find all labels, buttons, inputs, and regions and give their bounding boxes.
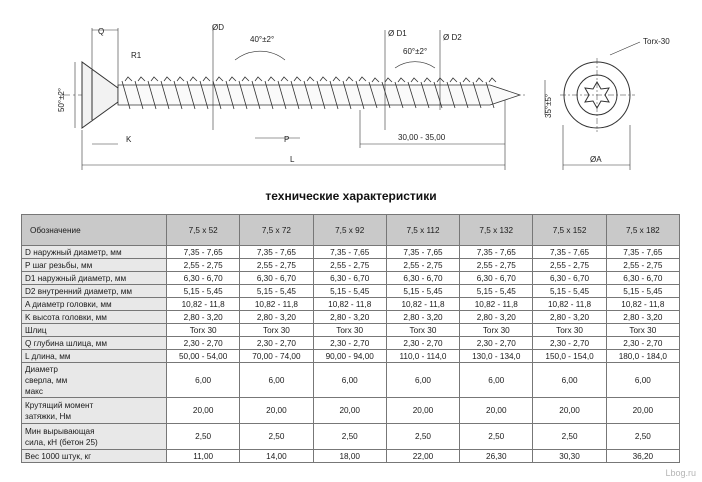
table-cell: 6,30 - 6,70 <box>606 272 679 285</box>
table-cell: 20,00 <box>460 398 533 424</box>
table-cell: 10,82 - 11,8 <box>533 298 606 311</box>
table-cell: Torx 30 <box>533 324 606 337</box>
label-K: K <box>126 135 132 144</box>
row-label-line: сверла, мм <box>25 375 68 385</box>
table-cell: 2,55 - 2,75 <box>313 259 386 272</box>
table-cell: 2,55 - 2,75 <box>606 259 679 272</box>
table-row <box>22 398 680 424</box>
thread-crest <box>372 78 379 82</box>
table-cell: 2,80 - 3,20 <box>606 311 679 324</box>
table-cell: 50,00 - 54,00 <box>167 350 240 363</box>
table-cell: 2,50 <box>167 424 240 450</box>
thread-crest <box>216 77 223 81</box>
row-label: A диаметр головки, мм <box>22 298 167 311</box>
thread-crest <box>489 78 496 82</box>
table-row <box>22 246 680 259</box>
table-cell: 2,50 <box>533 424 606 450</box>
table-cell: 7,35 - 7,65 <box>606 246 679 259</box>
table-cell: 5,15 - 5,45 <box>386 285 459 298</box>
table-cell: 2,80 - 3,20 <box>533 311 606 324</box>
table-cell: 10,82 - 11,8 <box>240 298 313 311</box>
thread-crest <box>229 77 236 81</box>
table-cell: 2,55 - 2,75 <box>460 259 533 272</box>
table-row <box>22 259 680 272</box>
row-label: Q глубина шлица, мм <box>22 337 167 350</box>
table-cell: 20,00 <box>240 398 313 424</box>
thread-crest <box>385 78 392 82</box>
label-thread-angle-2: 60°±2° <box>403 47 428 56</box>
table-cell: 6,30 - 6,70 <box>460 272 533 285</box>
thread-crest <box>424 78 431 82</box>
thread-crest <box>398 78 405 82</box>
table-cell: 2,80 - 3,20 <box>386 311 459 324</box>
table-cell: 6,30 - 6,70 <box>386 272 459 285</box>
table-cell: 2,30 - 2,70 <box>386 337 459 350</box>
row-label: Вес 1000 штук, кг <box>22 450 167 463</box>
label-P: P <box>284 135 290 144</box>
table-cell: 30,30 <box>533 450 606 463</box>
table-cell: Torx 30 <box>240 324 313 337</box>
table-cell: 20,00 <box>313 398 386 424</box>
table-cell: 20,00 <box>606 398 679 424</box>
table-cell: 7,35 - 7,65 <box>240 246 313 259</box>
table-cell: 2,55 - 2,75 <box>240 259 313 272</box>
table-cell: 6,00 <box>460 363 533 398</box>
row-label: L длина, мм <box>22 350 167 363</box>
table-title: технические характеристики <box>265 189 437 203</box>
table-cell: 6,00 <box>386 363 459 398</box>
thread-crest <box>125 77 132 81</box>
label-L: L <box>290 155 295 164</box>
table-cell: 6,00 <box>533 363 606 398</box>
thread-crest <box>203 77 210 81</box>
size-header: 7,5 x 152 <box>533 215 606 246</box>
table-cell: 5,15 - 5,45 <box>533 285 606 298</box>
table-cell: 70,00 - 74,00 <box>240 350 313 363</box>
table-row <box>22 424 680 450</box>
table-cell: 7,35 - 7,65 <box>460 246 533 259</box>
table-cell: 11,00 <box>167 450 240 463</box>
thread-crest <box>268 77 275 81</box>
thread-crest <box>242 77 249 81</box>
row-label-line: макс <box>25 386 43 396</box>
table-row <box>22 450 680 463</box>
size-header: 7,5 x 92 <box>313 215 386 246</box>
table-cell: 10,82 - 11,8 <box>460 298 533 311</box>
thread-crest <box>359 77 366 81</box>
table-cell: 2,50 <box>460 424 533 450</box>
row-label-line: Крутящий момент <box>25 400 94 410</box>
thread-crest <box>307 77 314 81</box>
table-cell: 10,82 - 11,8 <box>386 298 459 311</box>
table-cell: 10,82 - 11,8 <box>167 298 240 311</box>
table-row <box>22 311 680 324</box>
row-label <box>22 363 167 398</box>
table-cell: 6,00 <box>313 363 386 398</box>
thread-crest <box>463 78 470 82</box>
label-torx: Torx-30 <box>643 37 670 46</box>
table-cell: 2,55 - 2,75 <box>386 259 459 272</box>
table-cell: 18,00 <box>313 450 386 463</box>
table-cell: 10,82 - 11,8 <box>313 298 386 311</box>
table-cell: 2,80 - 3,20 <box>167 311 240 324</box>
table-cell: 150,0 - 154,0 <box>533 350 606 363</box>
table-cell: 5,15 - 5,45 <box>313 285 386 298</box>
thread-crest <box>450 78 457 82</box>
row-label-line: сила, кН (бетон 25) <box>25 437 98 447</box>
table-cell: 22,00 <box>386 450 459 463</box>
table-cell: 2,55 - 2,75 <box>167 259 240 272</box>
thread-crest <box>437 78 444 82</box>
table-cell: 6,30 - 6,70 <box>167 272 240 285</box>
thread-crest <box>346 77 353 81</box>
table-row <box>22 285 680 298</box>
table-cell: 10,82 - 11,8 <box>606 298 679 311</box>
thread-crest <box>333 77 340 81</box>
table-cell: 2,30 - 2,70 <box>240 337 313 350</box>
label-length-range: 30,00 - 35,00 <box>398 133 446 142</box>
table-header-row <box>22 215 680 246</box>
thread-crest <box>164 77 171 81</box>
table-cell: 7,35 - 7,65 <box>533 246 606 259</box>
table-row <box>22 337 680 350</box>
row-label-line: Мин вырывающая <box>25 426 95 436</box>
table-cell: 2,30 - 2,70 <box>313 337 386 350</box>
thread-crest <box>281 77 288 81</box>
table-cell: 2,55 - 2,75 <box>533 259 606 272</box>
table-cell: 26,30 <box>460 450 533 463</box>
table-cell: 6,00 <box>240 363 313 398</box>
table-cell: 180,0 - 184,0 <box>606 350 679 363</box>
row-label: D2 внутренний диаметр, мм <box>22 285 167 298</box>
table-cell: 2,30 - 2,70 <box>533 337 606 350</box>
thread-crest <box>411 78 418 82</box>
row-label-line: Диаметр <box>25 364 58 374</box>
thread-crest <box>151 77 158 81</box>
screw-drawing <box>0 0 702 190</box>
table-cell: 20,00 <box>386 398 459 424</box>
table-cell: 7,35 - 7,65 <box>313 246 386 259</box>
watermark: Lbog.ru <box>665 468 696 478</box>
table-cell: 2,80 - 3,20 <box>460 311 533 324</box>
thread-crest <box>255 77 262 81</box>
row-label: D наружный диаметр, мм <box>22 246 167 259</box>
row-label-line: затяжки, Нм <box>25 411 72 421</box>
table-cell: 90,00 - 94,00 <box>313 350 386 363</box>
table-cell: 5,15 - 5,45 <box>460 285 533 298</box>
table-cell: 6,00 <box>606 363 679 398</box>
label-D1: Ø D1 <box>388 29 407 38</box>
table-cell: 5,15 - 5,45 <box>167 285 240 298</box>
corner-label: Обозначение <box>22 215 167 246</box>
table-cell: 7,35 - 7,65 <box>386 246 459 259</box>
table-cell: 20,00 <box>167 398 240 424</box>
table-row <box>22 350 680 363</box>
table-cell: 5,15 - 5,45 <box>606 285 679 298</box>
row-label: Шлиц <box>22 324 167 337</box>
table-cell: 7,35 - 7,65 <box>167 246 240 259</box>
row-label: P шаг резьбы, мм <box>22 259 167 272</box>
label-A: ØA <box>590 155 602 164</box>
table-row <box>22 298 680 311</box>
table-cell: 5,15 - 5,45 <box>240 285 313 298</box>
label-D: ØD <box>212 23 224 32</box>
table-cell: 6,00 <box>167 363 240 398</box>
table-cell: 6,30 - 6,70 <box>313 272 386 285</box>
size-header: 7,5 x 112 <box>386 215 459 246</box>
label-D2: Ø D2 <box>443 33 462 42</box>
label-tip-angle: 35°±5° <box>544 93 553 118</box>
table-cell: 36,20 <box>606 450 679 463</box>
table-cell: 6,30 - 6,70 <box>533 272 606 285</box>
table-cell: 110,0 - 114,0 <box>386 350 459 363</box>
row-label: K высота головки, мм <box>22 311 167 324</box>
spec-table <box>21 214 680 463</box>
thread-crest <box>177 77 184 81</box>
table-cell: 130,0 - 134,0 <box>460 350 533 363</box>
table-row <box>22 272 680 285</box>
label-Q: Q <box>98 27 105 36</box>
table-row <box>22 363 680 398</box>
table-cell: Torx 30 <box>606 324 679 337</box>
table-row <box>22 324 680 337</box>
table-cell: 2,80 - 3,20 <box>313 311 386 324</box>
label-R1: R1 <box>131 51 142 60</box>
table-cell: 2,30 - 2,70 <box>167 337 240 350</box>
label-thread-angle-1: 40°±2° <box>250 35 275 44</box>
table-cell: Torx 30 <box>386 324 459 337</box>
table-cell: Torx 30 <box>460 324 533 337</box>
size-header: 7,5 x 52 <box>167 215 240 246</box>
table-cell: 2,50 <box>240 424 313 450</box>
table-cell: 20,00 <box>533 398 606 424</box>
table-cell: 6,30 - 6,70 <box>240 272 313 285</box>
thread-crest <box>476 78 483 82</box>
table-cell: 2,50 <box>313 424 386 450</box>
thread-crest <box>138 77 145 81</box>
row-label <box>22 424 167 450</box>
thread-crest <box>320 77 327 81</box>
size-header: 7,5 x 132 <box>460 215 533 246</box>
table-cell: 2,50 <box>606 424 679 450</box>
label-head-angle: 50°±2° <box>57 87 66 112</box>
table-cell: 2,30 - 2,70 <box>460 337 533 350</box>
table-cell: Torx 30 <box>167 324 240 337</box>
table-cell: 2,50 <box>386 424 459 450</box>
table-cell: 2,80 - 3,20 <box>240 311 313 324</box>
table-cell: 2,30 - 2,70 <box>606 337 679 350</box>
thread-crest <box>190 77 197 81</box>
size-header: 7,5 x 182 <box>606 215 679 246</box>
thread-crest <box>294 77 301 81</box>
size-header: 7,5 x 72 <box>240 215 313 246</box>
table-cell: Torx 30 <box>313 324 386 337</box>
row-label <box>22 398 167 424</box>
row-label: D1 наружный диаметр, мм <box>22 272 167 285</box>
table-cell: 14,00 <box>240 450 313 463</box>
